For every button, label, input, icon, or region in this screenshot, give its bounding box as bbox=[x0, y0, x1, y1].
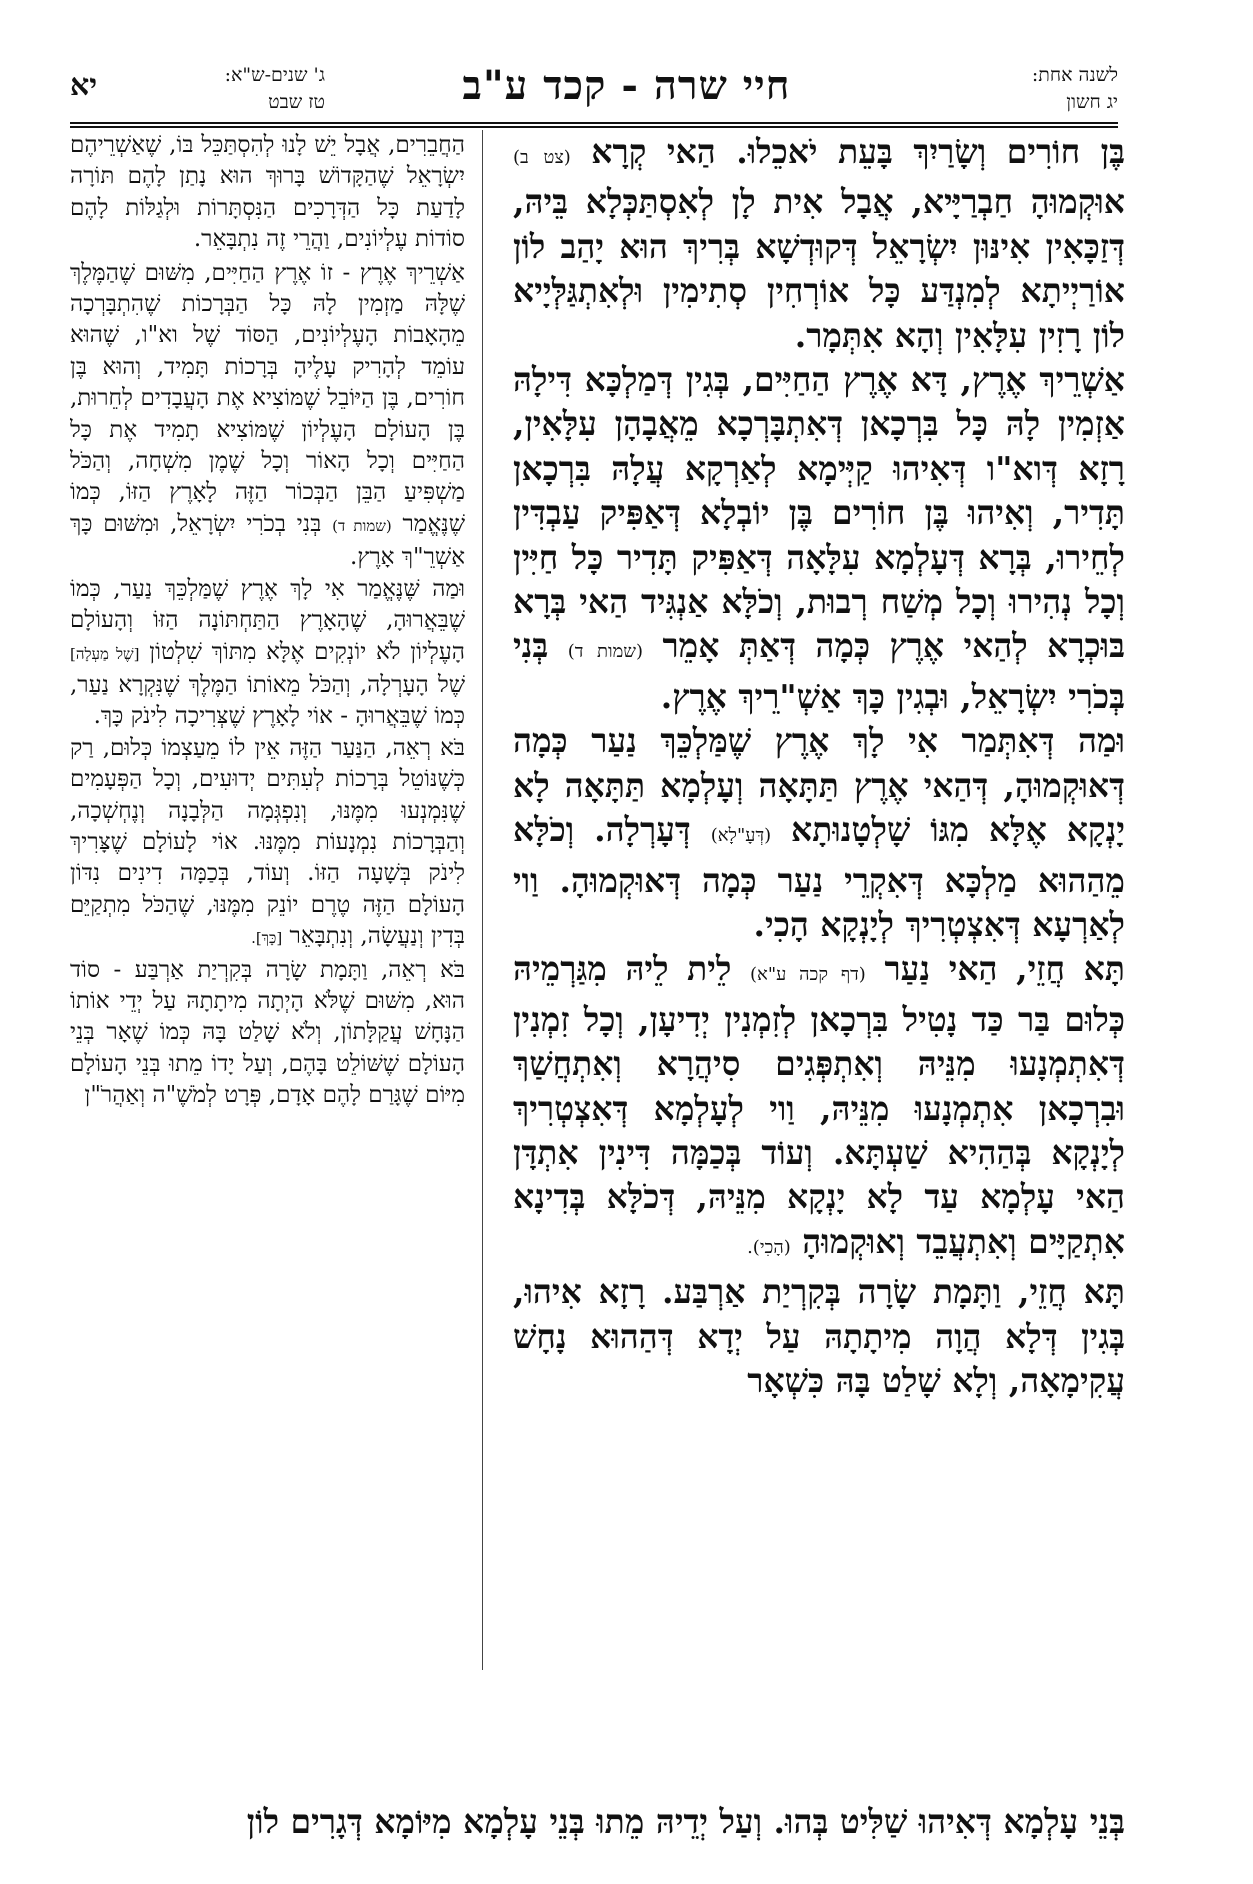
source-reference: (שמות ד) bbox=[332, 516, 392, 535]
main-paragraph: תָּא חֲזֵי, וַתָּמָת שָׂרָה בְּקִרְיַת אַרְבַּע. רָזָא אִיהוּ, בְּגִין דְּלָא הֲוָה מִיתָתָהּ עַל יְדָא דְּהַהוּא נָחָשׁ עֲקִימָאָה, וְלָא שָׁלַט בָּהּ כִּשְׁאָר bbox=[513, 1272, 1125, 1400]
header-one-year-date: יג חשון bbox=[1066, 91, 1118, 113]
source-reference: [שֶׁל מַעְלָה] bbox=[70, 644, 140, 663]
header-three-years bbox=[95, 62, 325, 116]
source-reference: (דְּעָ"לָא) bbox=[710, 825, 772, 847]
source-reference: (שמות ד) bbox=[567, 641, 644, 663]
source-reference: [כָּךְ]. bbox=[251, 929, 283, 948]
header-one-year-label: לשנה אחת: bbox=[1031, 64, 1118, 86]
main-paragraph: וּמַה דְּאִתְּמַר אִי לָךְ אֶרֶץ שֶׁמַּלְכֵּךְ נַעַר כְּמָה דְּאוּקְמוּהָ, דְּהַאי אֶרֶץ תַּתָּאָה וְעָלְמָא תַּתָּאָה לָא יָנְקָא אֶלָּא מִגּוֹ שָׁלְטָנוּתָא (דְּעָ"לָא) דְּעָרְלָה. וְכֹלָּא מֵהַהוּא מַלְכָּא דְּאִקְרֵי נַעַר כְּמָה דְּאוּקְמוּהָ. וַוי לְאַרְעָא דְּאִצְטְרִיךְ לְיָנְקָא הָכִי. bbox=[513, 721, 1125, 944]
side-paragraph: הַחֲבֵרִים, אֲבָל יֵשׁ לָנוּ לְהִסְתַּכֵּל בּוֹ, שֶׁאַשְׁרֵיהֶם יִשְׂרָאֵל שֶׁהַקָּדוֹשׁ בָּרוּךְ הוּא נָתַן לָהֶם תּוֹרָה לָדַעַת כָּל הַדְּרָכִים הַנִּסְתָּרוֹת וּלְגַלּוֹת לָהֶם סוֹדוֹת עֶלְיוֹנִים, וַהֲרֵי זֶה נִתְבָּאֵר. bbox=[70, 132, 465, 253]
main-paragraph: תָּא חֲזֵי, הַאי נַעַר (דף קכה ע"א) לֵית לֵיהּ מִגַּרְמֵיהּ כְּלוּם בַּר כַּד נָטִיל בִּרְכָאן לְזִמְנִין יְדִיעָן, וְכָל זִמְנִין דְּאִתְמְנָעוּ מִנֵּיהּ וְאִתְפְּגִים סִיהֲרָא וְאִתְחֲשַׁךְ וּבִרְכָאן אִתְמְנָעוּ מִנֵּיהּ, וַוי לְעָלְמָא דְּאִצְטְרִיךְ לְיָנְקָא בְּהַהִיא שַׁעְתָּא. וְעוֹד בְּכַמָּה דִּינִין אִתְדָּן הַאי עָלְמָא עַד לָא יָנְקָא מִנֵּיהּ, דְּכֹלָּא בְּדִינָא אִתְקַיָּים וְאִתְעֲבֵד וְאוּקְמוּהָ (הָכִי). bbox=[513, 949, 1125, 1261]
side-paragraph: וּמַה שֶּׁנֶּאֱמַר אִי לָךְ אֶרֶץ שֶׁמַּלְכֵּךְ נַעַר, כְּמוֹ שֶׁבֵּאֲרוּהָ, שֶׁהָאָרֶץ הַתַּחְתּוֹנָה הַזּוֹ וְהָעוֹלָם הָעֶלְיוֹן לֹא יוֹנְקִים אֶלָּא מִתּוֹךְ שִׁלְטוֹן [שֶׁל מַעְלָה] שֶׁל הָעָרְלָה, וְהַכֹּל מֵאוֹתוֹ הַמֶּלֶךְ שֶׁנִּקְרָא נַעַר, כְּמוֹ שֶׁבֵּאֲרוּהָ - אוֹי לָאָרֶץ שֶׁצְּרִיכָה לִינֹק כָּךְ. bbox=[70, 575, 465, 730]
side-paragraph: אַשְׁרֵיךְ אֶרֶץ - זוֹ אֶרֶץ הַחַיִּים, מִשּׁוּם שֶׁהַמֶּלֶךְ שֶׁלָּהּ מַזְמִין לָהּ כָּל הַבְּרָכוֹת שֶׁהִתְבָּרְכָה מֵהָאָבוֹת הָעֶלְיוֹנִים, הַסּוֹד שֶׁל וא"ו, שֶׁהוּא עוֹמֵד לְהָרִיק עָלֶיהָ בְּרָכוֹת תָּמִיד, וְהוּא בֶּן חוֹרִים, בֶּן הַיּוֹבֵל שֶׁמּוֹצִיא אֶת הָעֲבָדִים לְחֵרוּת, בֶּן הָעוֹלָם הָעֶלְיוֹן שֶׁמּוֹצִיא תָמִיד אֶת כָּל הַחַיִּים וְכָל הָאוֹר וְכָל שֶׁמֶן מִשְׁחָה, וְהַכֹּל מַשְׁפִּיעַ הַבֵּן הַבְּכוֹר הַזֶּה לָאָרֶץ הַזּוֹ, כְּמוֹ שֶׁנֶּאֱמַר (שמות ד) בְּנִי בְכֹרִי יִשְׂרָאֵל, וּמִשּׁוּם כָּךְ אַשְׁרֵ"ךְ אָרֶץ. bbox=[70, 259, 465, 571]
source-reference: (צט ב) bbox=[513, 147, 571, 168]
hebrew-translation-column bbox=[70, 130, 465, 1665]
main-paragraph: אַשְׁרֵיךְ אֶרֶץ, דָּא אֶרֶץ הַחַיִּים, בְּגִין דְּמַלְכָּא דִּילָהּ אַזְמִין לָהּ כָּל בִּרְכָאן דְּאִתְבָּרְכָא מֵאֲבָהָן עִלָּאִין, רָזָא דְּוא"ו דְּאִיהוּ קַיְּימָא לְאַרְקָא עֲלָהּ בִּרְכָאן תָּדִיר, וְאִיהוּ בֶּן חוֹרִים בֶּן יוֹבְלָא דְּאַפִּיק עַבְדִּין לְחֵירוּ, בְּרָא דְּעָלְמָא עִלָּאָה דְּאַפִּיק תָּדִיר כָּל חַיִּין וְכָל נְהִירוּ וְכָל מְשַׁח רְבוּת, וְכֹלָּא אַנְגִּיד הַאי בְּרָא בּוּכְרָא לְהַאי אֶרֶץ כְּמָה דְּאַתְּ אָמֵר (שמות ד) בְּנִי בְּכֹרִי יִשְׂרָאֵל, וּבְגִין כָּךְ אַשְׁ"רֵיךְ אֶרֶץ. bbox=[513, 360, 1125, 716]
page-title: חיי שרה - קכד ע"ב bbox=[462, 62, 791, 109]
side-paragraph: בֹּא רְאֵה, וַתָּמָת שָׂרָה בְּקִרְיַת אַרְבַּע - סוֹד הוּא, מִשּׁוּם שֶׁלֹּא הָיְתָה מִיתָתָהּ עַל יְדֵי אוֹתוֹ הַנָּחָשׁ עֲקַלָּתוֹן, וְלֹא שָׁלַט בָּהּ כְּמוֹ שֶׁאָר בְּנֵי הָעוֹלָם שֶׁשּׁוֹלֵט בָּהֶם, וְעַל יָדוֹ מֵתוּ בְּנֵי הָעוֹלָם מִיּוֹם שֶׁגָּרַם לָהֶם אָדָם, פְּרָט לְמֹשֶׁ"ה וְאַהֲרֹ"ן bbox=[70, 956, 465, 1109]
header-three-years-date: טז שבט bbox=[268, 91, 325, 113]
column-divider bbox=[482, 130, 483, 1670]
header-rule bbox=[70, 126, 1118, 128]
page-number: יא bbox=[70, 68, 98, 103]
source-reference: (דף קכה ע"א) bbox=[750, 964, 866, 986]
side-paragraph: בֹּא רְאֵה, הַנַּעַר הַזֶּה אֵין לוֹ מֵעַצְמוֹ כְּלוּם, רַק כְּשֶׁנּוֹטֵל בְּרָכוֹת לְעִתִּים יְדוּעִים, וְכָל הַפְּעָמִים שֶׁנִּמְנְעוּ מִמֶּנּוּ, וְנִפְגְּמָה הַלְּבָנָה וְנֶחְשְׁכָה, וְהַבְּרָכוֹת נִמְנָעוֹת מִמֶּנּוּ. אוֹי לָעוֹלָם שֶׁצָּרִיךְ לִינֹק בְּשָׁעָה הַזּוֹ. וְעוֹד, בְּכַמָּה דִינִים נִדּוֹן הָעוֹלָם הַזֶּה טֶרֶם יוֹנֵק מִמֶּנּוּ, שֶׁהַכֹּל מִתְקַיֵּם בְּדִין וְנַעֲשָׂה, וְנִתְבָּאֵר [כָּךְ]. bbox=[70, 734, 465, 950]
header-three-years-label: ג' שנים-ש"א: bbox=[224, 64, 325, 86]
source-reference: (הָכִי). bbox=[747, 1236, 791, 1258]
header-rule bbox=[70, 122, 1118, 124]
full-width-bottom-line: בְּנֵי עָלְמָא דְּאִיהוּ שַׁלִּיט בְּהוּ. וְעַל יְדֵיהּ מֵתוּ בְּנֵי עָלְמָא מִיּוֹמָא דְּגָרִים לוֹן bbox=[246, 1802, 1125, 1841]
aramaic-main-column bbox=[513, 130, 1125, 1670]
main-paragraph: בֶּן חוֹרִים וְשָׂרַיִךְ בָּעֵת יֹאכֵלוּ. הַאי קְרָא (צט ב) אוּקְמוּהָ חַבְרַיָּיא, אֲבָל אִית לָן לְאִסְתַּכְּלָא בֵּיהּ, דְּזַכָּאִין אִינּוּן יִשְׂרָאֵל דְּקוּדְשָׁא בְּרִיךְ הוּא יָהַב לוֹן אוֹרַיְיתָא לְמִנְדַּע כָּל אוֹרְחִין סְתִימִין וּלְאִתְגַּלְּיָיא לוֹן רָזִין עִלָּאִין וְהָא אִתְּמָר. bbox=[513, 132, 1125, 355]
